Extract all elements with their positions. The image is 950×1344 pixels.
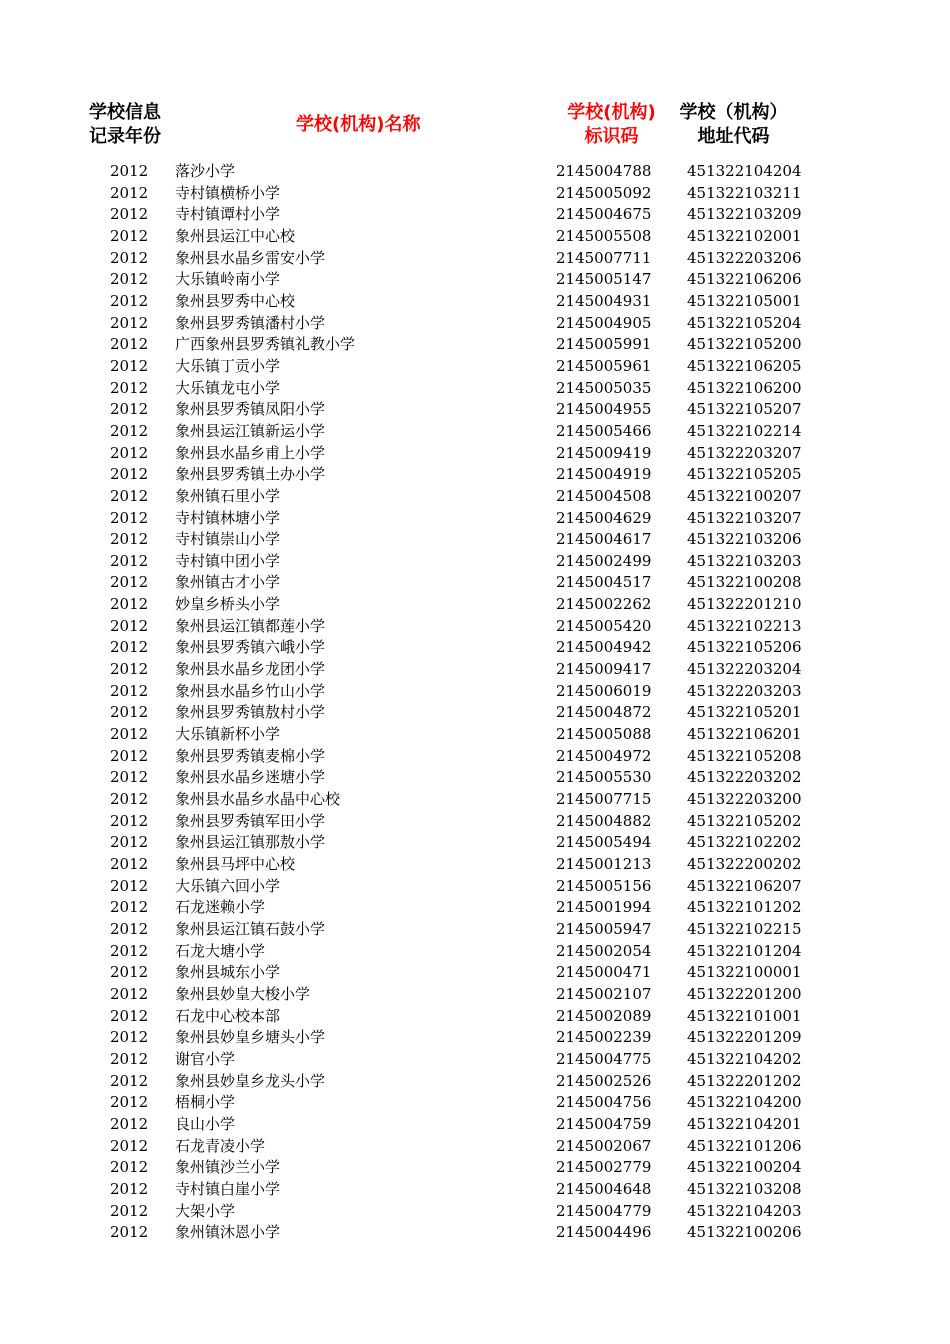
record-year-cell: 2012 xyxy=(110,984,149,1003)
table-row xyxy=(0,1006,950,1028)
address-code-cell: 451322105200 xyxy=(687,335,802,354)
address-code-cell: 451322101001 xyxy=(687,1006,802,1025)
school-name-cell: 妙皇乡桥头小学 xyxy=(175,595,281,614)
table-row xyxy=(0,1201,950,1223)
table-row xyxy=(0,161,950,183)
table-row xyxy=(0,529,950,551)
record-year-cell: 2012 xyxy=(110,898,149,917)
address-code-cell: 451322103206 xyxy=(687,530,802,549)
table-row xyxy=(0,226,950,248)
table-row xyxy=(0,291,950,313)
school-id-cell: 2145004955 xyxy=(556,400,652,419)
school-id-cell: 2145004872 xyxy=(556,703,652,722)
school-name-cell: 象州县妙皇乡龙头小学 xyxy=(175,1071,326,1090)
record-year-cell: 2012 xyxy=(110,1179,149,1198)
school-id-cell: 2145004517 xyxy=(556,573,652,592)
record-year-cell: 2012 xyxy=(110,1049,149,1068)
address-code-cell: 451322105001 xyxy=(687,291,802,310)
address-code-cell: 451322102215 xyxy=(687,919,802,938)
school-id-cell: 2145004788 xyxy=(556,162,652,180)
school-name-cell: 象州县罗秀镇潘村小学 xyxy=(175,313,326,332)
record-year-cell: 2012 xyxy=(110,638,149,657)
record-year-cell: 2012 xyxy=(110,703,149,722)
table-row xyxy=(0,984,950,1006)
record-year-cell: 2012 xyxy=(110,486,149,505)
table-row xyxy=(0,464,950,486)
school-id-cell: 2145004905 xyxy=(556,313,652,332)
table-row xyxy=(0,702,950,724)
address-code-cell: 451322106207 xyxy=(687,876,802,895)
school-id-cell: 2145004931 xyxy=(556,291,652,310)
record-year-cell: 2012 xyxy=(110,530,149,549)
address-code-cell: 451322105204 xyxy=(687,313,802,332)
school-name-cell: 象州县罗秀镇六峨小学 xyxy=(175,638,326,657)
record-year-cell: 2012 xyxy=(110,313,149,332)
school-id-cell: 2145004648 xyxy=(556,1179,652,1198)
table-row xyxy=(0,941,950,963)
school-name-cell: 大架小学 xyxy=(175,1201,236,1220)
school-id-cell: 2145005947 xyxy=(556,919,652,938)
school-id-cell: 2145002089 xyxy=(556,1006,652,1025)
record-year-cell: 2012 xyxy=(110,335,149,354)
address-code-cell: 451322102202 xyxy=(687,833,802,852)
table-row xyxy=(0,356,950,378)
table-row xyxy=(0,508,950,530)
table-row xyxy=(0,767,950,789)
school-name-cell: 象州县马坪中心校 xyxy=(175,855,296,873)
school-name-cell: 象州县运江镇都莲小学 xyxy=(175,616,326,635)
school-id-cell: 2145004496 xyxy=(556,1223,652,1242)
school-name-cell: 象州县运江镇新运小学 xyxy=(175,421,326,440)
school-id-cell: 2145004675 xyxy=(556,205,652,224)
record-year-cell: 2012 xyxy=(110,941,149,960)
school-name-cell: 大乐镇龙屯小学 xyxy=(175,378,281,397)
school-id-cell: 2145002054 xyxy=(556,941,652,960)
record-year-cell: 2012 xyxy=(110,660,149,679)
address-code-cell: 451322101206 xyxy=(687,1136,802,1155)
record-year-cell: 2012 xyxy=(110,400,149,419)
table-row xyxy=(0,832,950,854)
school-name-cell: 象州县罗秀镇麦棉小学 xyxy=(175,746,326,765)
table-row xyxy=(0,378,950,400)
school-name-cell: 象州县水晶乡迷塘小学 xyxy=(175,768,326,787)
school-name-cell: 石龙大塘小学 xyxy=(175,941,266,960)
address-code-cell: 451322104200 xyxy=(687,1093,802,1112)
table-row xyxy=(0,1071,950,1093)
school-id-cell: 2145004617 xyxy=(556,530,652,549)
school-name-cell: 石龙青凌小学 xyxy=(175,1136,266,1155)
address-code-cell: 451322103203 xyxy=(687,551,802,570)
school-name-cell: 寺村镇崇山小学 xyxy=(175,530,281,549)
school-name-cell: 象州县水晶乡龙团小学 xyxy=(175,660,326,679)
table-row xyxy=(0,399,950,421)
table-row xyxy=(0,572,950,594)
school-id-cell: 2145006019 xyxy=(556,681,652,700)
record-year-cell: 2012 xyxy=(110,616,149,635)
school-name-cell: 大乐镇新杯小学 xyxy=(175,725,281,744)
address-code-cell: 451322203203 xyxy=(687,681,802,700)
record-year-cell: 2012 xyxy=(110,248,149,267)
table-row xyxy=(0,681,950,703)
school-name-cell: 广西象州县罗秀镇礼教小学 xyxy=(175,335,356,354)
record-year-cell: 2012 xyxy=(110,443,149,462)
header-address-code-line2: 地址代码 xyxy=(697,126,770,147)
school-name-cell: 象州县运江中心校 xyxy=(175,226,296,245)
record-year-cell: 2012 xyxy=(110,270,149,289)
table-row xyxy=(0,1157,950,1179)
address-code-cell: 451322106201 xyxy=(687,725,802,744)
school-name-cell: 谢官小学 xyxy=(175,1049,236,1068)
address-code-cell: 451322100204 xyxy=(687,1158,802,1177)
header-address-code xyxy=(676,101,791,149)
header-record-year xyxy=(89,101,161,149)
address-code-cell: 451322105206 xyxy=(687,638,802,657)
school-name-cell: 象州镇沐恩小学 xyxy=(175,1223,281,1242)
table-row xyxy=(0,746,950,768)
table-row xyxy=(0,551,950,573)
school-name-cell: 象州县运江镇石鼓小学 xyxy=(175,919,326,938)
school-name-cell: 象州县水晶乡水晶中心校 xyxy=(175,790,341,809)
address-code-cell: 451322201202 xyxy=(687,1071,802,1090)
record-year-cell: 2012 xyxy=(110,746,149,765)
school-id-cell: 2145002499 xyxy=(556,551,652,570)
address-code-cell: 451322106205 xyxy=(687,356,802,375)
record-year-cell: 2012 xyxy=(110,1223,149,1242)
address-code-cell: 451322105202 xyxy=(687,811,802,830)
address-code-cell: 451322104204 xyxy=(687,162,802,180)
school-name-cell: 象州县城东小学 xyxy=(175,963,281,982)
record-year-cell: 2012 xyxy=(110,919,149,938)
record-year-cell: 2012 xyxy=(110,876,149,895)
table-row xyxy=(0,204,950,226)
table-row xyxy=(0,962,950,984)
school-id-cell: 2145004756 xyxy=(556,1093,652,1112)
school-id-cell: 2145005147 xyxy=(556,270,652,289)
table-row xyxy=(0,876,950,898)
record-year-cell: 2012 xyxy=(110,1136,149,1155)
record-year-cell: 2012 xyxy=(110,421,149,440)
table-row xyxy=(0,486,950,508)
address-code-cell: 451322103211 xyxy=(687,183,802,202)
record-year-cell: 2012 xyxy=(110,162,149,180)
record-year-cell: 2012 xyxy=(110,378,149,397)
table-row xyxy=(0,1222,950,1244)
address-code-cell: 451322104203 xyxy=(687,1201,802,1220)
school-id-cell: 2145002779 xyxy=(556,1158,652,1177)
school-id-cell: 2145009417 xyxy=(556,660,652,679)
address-code-cell: 451322203200 xyxy=(687,790,802,809)
school-id-cell: 2145004629 xyxy=(556,508,652,527)
header-record-year-line2: 记录年份 xyxy=(89,126,161,147)
record-year-cell: 2012 xyxy=(110,573,149,592)
record-year-cell: 2012 xyxy=(110,1158,149,1177)
school-name-cell: 落沙小学 xyxy=(175,162,236,180)
school-id-cell: 2145007715 xyxy=(556,790,652,809)
address-code-cell: 451322106206 xyxy=(687,270,802,289)
school-name-cell: 大乐镇岭南小学 xyxy=(175,270,281,289)
school-id-cell: 2145005530 xyxy=(556,768,652,787)
table-row xyxy=(0,616,950,638)
header-school-id xyxy=(564,101,659,149)
record-year-cell: 2012 xyxy=(110,1006,149,1025)
address-code-cell: 451322102213 xyxy=(687,616,802,635)
table-row xyxy=(0,421,950,443)
record-year-cell: 2012 xyxy=(110,465,149,484)
address-code-cell: 451322103208 xyxy=(687,1179,802,1198)
record-year-cell: 2012 xyxy=(110,226,149,245)
school-name-cell: 寺村镇横桥小学 xyxy=(175,183,281,202)
table-row xyxy=(0,183,950,205)
table-row xyxy=(0,1114,950,1136)
header-school-name-text: 学校(机构)名称 xyxy=(296,114,421,135)
school-id-cell: 2145005466 xyxy=(556,421,652,440)
header-school-name xyxy=(296,113,420,137)
school-name-cell: 象州县妙皇乡塘头小学 xyxy=(175,1028,326,1047)
school-name-cell: 大乐镇丁贡小学 xyxy=(175,356,281,375)
table-row xyxy=(0,1027,950,1049)
table-row xyxy=(0,1049,950,1071)
school-id-cell: 2145005961 xyxy=(556,356,652,375)
table-row xyxy=(0,659,950,681)
address-code-cell: 451322102214 xyxy=(687,421,802,440)
table-row xyxy=(0,637,950,659)
school-id-cell: 2145000471 xyxy=(556,963,652,982)
table-row xyxy=(0,313,950,335)
record-year-cell: 2012 xyxy=(110,356,149,375)
school-name-cell: 象州县水晶乡甫上小学 xyxy=(175,443,326,462)
school-id-cell: 2145004972 xyxy=(556,746,652,765)
school-id-cell: 2145005494 xyxy=(556,833,652,852)
record-year-cell: 2012 xyxy=(110,855,149,873)
school-id-cell: 2145005092 xyxy=(556,183,652,202)
record-year-cell: 2012 xyxy=(110,1201,149,1220)
school-name-cell: 寺村镇林塘小学 xyxy=(175,508,281,527)
header-address-code-line1: 学校（机构） xyxy=(679,102,788,123)
table-row xyxy=(0,248,950,270)
school-name-cell: 梧桐小学 xyxy=(175,1093,236,1112)
school-id-cell: 2145005156 xyxy=(556,876,652,895)
school-id-cell: 2145005035 xyxy=(556,378,652,397)
school-id-cell: 2145005420 xyxy=(556,616,652,635)
school-name-cell: 寺村镇谭村小学 xyxy=(175,205,281,224)
address-code-cell: 451322104202 xyxy=(687,1049,802,1068)
address-code-cell: 451322201209 xyxy=(687,1028,802,1047)
school-name-cell: 象州镇石里小学 xyxy=(175,486,281,505)
table-row xyxy=(0,1136,950,1158)
address-code-cell: 451322201210 xyxy=(687,595,802,614)
school-id-cell: 2145004882 xyxy=(556,811,652,830)
school-name-cell: 象州县水晶乡竹山小学 xyxy=(175,681,326,700)
record-year-cell: 2012 xyxy=(110,768,149,787)
table-row xyxy=(0,854,950,876)
school-id-cell: 2145002526 xyxy=(556,1071,652,1090)
address-code-cell: 451322105201 xyxy=(687,703,802,722)
address-code-cell: 451322100208 xyxy=(687,573,802,592)
record-year-cell: 2012 xyxy=(110,1071,149,1090)
address-code-cell: 451322106200 xyxy=(687,378,802,397)
school-id-cell: 2145005991 xyxy=(556,335,652,354)
address-code-cell: 451322100207 xyxy=(687,486,802,505)
address-code-cell: 451322105207 xyxy=(687,400,802,419)
record-year-cell: 2012 xyxy=(110,725,149,744)
school-id-cell: 2145009419 xyxy=(556,443,652,462)
school-name-cell: 象州县水晶乡雷安小学 xyxy=(175,248,326,267)
record-year-cell: 2012 xyxy=(110,1028,149,1047)
address-code-cell: 451322103209 xyxy=(687,205,802,224)
school-name-cell: 石龙中心校本部 xyxy=(175,1006,281,1025)
table-row xyxy=(0,811,950,833)
address-code-cell: 451322101204 xyxy=(687,941,802,960)
record-year-cell: 2012 xyxy=(110,595,149,614)
header-school-id-line1: 学校(机构) xyxy=(567,102,656,123)
school-id-cell: 2145005508 xyxy=(556,226,652,245)
table-row xyxy=(0,269,950,291)
address-code-cell: 451322200202 xyxy=(687,855,802,873)
record-year-cell: 2012 xyxy=(110,963,149,982)
table-row xyxy=(0,1092,950,1114)
school-name-cell: 寺村镇中团小学 xyxy=(175,551,281,570)
school-id-cell: 2145004508 xyxy=(556,486,652,505)
address-code-cell: 451322101202 xyxy=(687,898,802,917)
school-name-cell: 大乐镇六回小学 xyxy=(175,876,281,895)
school-id-cell: 2145004919 xyxy=(556,465,652,484)
table-row xyxy=(0,789,950,811)
school-table-body xyxy=(0,161,950,1244)
table-row xyxy=(0,443,950,465)
school-id-cell: 2145004779 xyxy=(556,1201,652,1220)
record-year-cell: 2012 xyxy=(110,1114,149,1133)
school-id-cell: 2145002067 xyxy=(556,1136,652,1155)
table-row xyxy=(0,334,950,356)
school-id-cell: 2145004942 xyxy=(556,638,652,657)
record-year-cell: 2012 xyxy=(110,205,149,224)
table-row xyxy=(0,724,950,746)
school-id-cell: 2145005088 xyxy=(556,725,652,744)
header-record-year-line1: 学校信息 xyxy=(89,102,161,123)
address-code-cell: 451322102001 xyxy=(687,226,802,245)
record-year-cell: 2012 xyxy=(110,681,149,700)
record-year-cell: 2012 xyxy=(110,1093,149,1112)
school-id-cell: 2145004759 xyxy=(556,1114,652,1133)
school-id-cell: 2145002107 xyxy=(556,984,652,1003)
school-id-cell: 2145001213 xyxy=(556,855,652,873)
school-name-cell: 良山小学 xyxy=(175,1114,236,1133)
school-name-cell: 象州镇沙兰小学 xyxy=(175,1158,281,1177)
address-code-cell: 451322105205 xyxy=(687,465,802,484)
school-name-cell: 象州县罗秀镇凤阳小学 xyxy=(175,400,326,419)
table-row xyxy=(0,594,950,616)
header-school-id-line2: 标识码 xyxy=(584,126,639,147)
record-year-cell: 2012 xyxy=(110,833,149,852)
school-name-cell: 象州县罗秀中心校 xyxy=(175,291,296,310)
school-name-cell: 寺村镇白崖小学 xyxy=(175,1179,281,1198)
record-year-cell: 2012 xyxy=(110,551,149,570)
record-year-cell: 2012 xyxy=(110,811,149,830)
record-year-cell: 2012 xyxy=(110,790,149,809)
table-row xyxy=(0,919,950,941)
school-id-cell: 2145007711 xyxy=(556,248,652,267)
address-code-cell: 451322201200 xyxy=(687,984,802,1003)
school-name-cell: 象州县罗秀镇土办小学 xyxy=(175,465,326,484)
address-code-cell: 451322104201 xyxy=(687,1114,802,1133)
school-id-cell: 2145004775 xyxy=(556,1049,652,1068)
school-name-cell: 象州县妙皇大梭小学 xyxy=(175,984,311,1003)
table-row xyxy=(0,897,950,919)
school-name-cell: 象州县罗秀镇军田小学 xyxy=(175,811,326,830)
school-name-cell: 象州县罗秀镇敖村小学 xyxy=(175,703,326,722)
school-name-cell: 象州镇古才小学 xyxy=(175,573,281,592)
address-code-cell: 451322203206 xyxy=(687,248,802,267)
school-id-cell: 2145002262 xyxy=(556,595,652,614)
address-code-cell: 451322100001 xyxy=(687,963,802,982)
address-code-cell: 451322103207 xyxy=(687,508,802,527)
record-year-cell: 2012 xyxy=(110,508,149,527)
record-year-cell: 2012 xyxy=(110,183,149,202)
address-code-cell: 451322203202 xyxy=(687,768,802,787)
address-code-cell: 451322100206 xyxy=(687,1223,802,1242)
school-name-cell: 石龙迷赖小学 xyxy=(175,898,266,917)
address-code-cell: 451322105208 xyxy=(687,746,802,765)
address-code-cell: 451322203204 xyxy=(687,660,802,679)
school-id-cell: 2145002239 xyxy=(556,1028,652,1047)
address-code-cell: 451322203207 xyxy=(687,443,802,462)
record-year-cell: 2012 xyxy=(110,291,149,310)
table-row xyxy=(0,1179,950,1201)
school-name-cell: 象州县运江镇那敖小学 xyxy=(175,833,326,852)
school-id-cell: 2145001994 xyxy=(556,898,652,917)
